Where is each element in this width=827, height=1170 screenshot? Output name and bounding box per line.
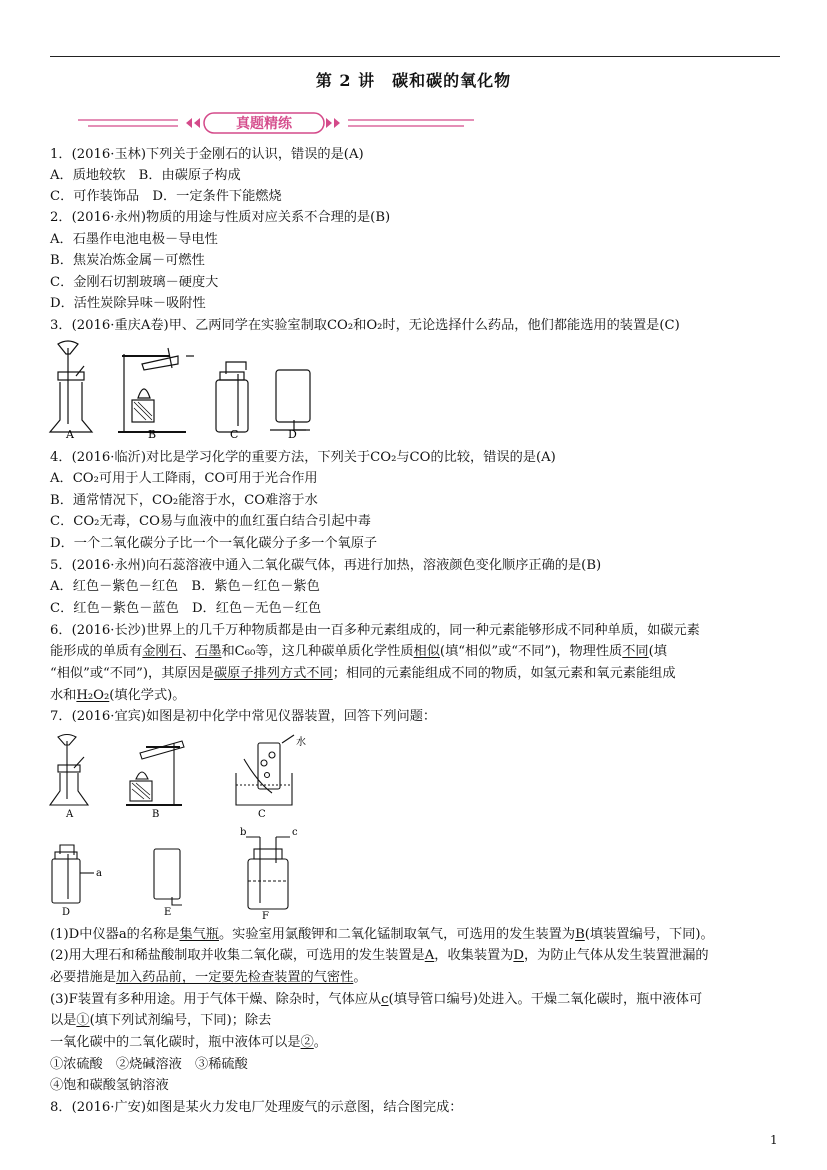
section-banner (78, 112, 474, 134)
q7-answer-absorber: ② (300, 1035, 314, 1050)
q6-answer-1: 金刚石 (142, 644, 182, 659)
q2-option-b: B．焦炭冶炼金属－可燃性 (50, 253, 205, 268)
q6-answer-2: 石墨 (195, 644, 222, 659)
svg-text:c: c (292, 827, 298, 838)
svg-text:C: C (258, 809, 266, 820)
q4-option-d: D．一个二氧化碳分子比一个一氧化碳分子多一个氧原子 (50, 536, 378, 551)
q2-option-c: C．金刚石切割玻璃－硬度大 (50, 275, 219, 290)
q7-answer-generator-co2: A (424, 948, 435, 963)
q6-line-1: 6．(2016·长沙)世界上的几千万种物质都是由一百多种元素组成的，同一种元素能够形成不同种单质，如碳元素 (50, 623, 700, 638)
svg-text:真题精练: 真题精练 (236, 116, 292, 132)
q7-answer-dryer: ① (76, 1013, 90, 1028)
q4-stem: 4．(2016·临沂)对比是学习化学的重要方法，下列关于CO₂与CO的比较，错误的是(A) (50, 450, 556, 465)
q1-stem: 1．(2016·玉林)下列关于金刚石的认识，错误的是(A) (50, 147, 364, 162)
q4-option-c: C．CO₂无毒，CO易与血液中的血红蛋白结合引起中毒 (50, 514, 371, 529)
q1-options-cd: C．可作装饰品 D．一定条件下能燃烧 (50, 189, 282, 204)
header-rule (50, 56, 780, 57)
svg-text:D: D (288, 428, 297, 440)
q1-options-ab: A．质地较软 B．由碳原子构成 (50, 168, 241, 183)
q6-line-4: 水和H₂O₂(填化学式)。 (50, 688, 186, 703)
q6-answer-5: 碳原子排列方式不同 (214, 666, 333, 681)
q2-option-d: D．活性炭除异味－吸附性 (50, 296, 206, 311)
q3-stem: 3．(2016·重庆A卷)甲、乙两同学在实验室制取CO₂和O₂时，无论选择什么药品，他们都能选用的装置是(C) (50, 318, 680, 333)
q7-reagents-1: ①浓硫酸 ②烧碱溶液 ③稀硫酸 (50, 1057, 248, 1072)
q7-part3-cont: 以是①(填下列试剂编号，下同)；除去 (50, 1013, 272, 1028)
q7-answer-collector: D (513, 948, 524, 963)
svg-text:B: B (152, 809, 160, 820)
svg-text:A: A (66, 809, 74, 820)
q7-answer-inlet: c (381, 992, 389, 1007)
q5-options-cd: C．红色－紫色－蓝色 D．红色－无色－红色 (50, 601, 322, 616)
svg-text:C: C (230, 428, 239, 440)
q7-answer-name: 集气瓶 (179, 927, 219, 942)
q6-line-3: “相似”或“不同”)，其原因是碳原子排列方式不同；相同的元素能组成不同的物质，如氢元素和氧元素能组成 (50, 666, 676, 681)
q6-line-2: 能形成的单质有金刚石、石墨和C₆₀等，这几种碳单质化学性质相似(填“相似”或“不同”)，物理性质不同(填 (50, 644, 667, 659)
svg-text:D: D (62, 907, 71, 918)
q6-answer-6: H₂O₂ (76, 688, 110, 703)
q8-stem: 8．(2016·广安)如图是某火力发电厂处理废气的示意图，结合图完成： (50, 1100, 463, 1115)
q7-part3: (3)F装置有多种用途。用于气体干燥、除杂时，气体应从c(填导管口编号)处进入。干燥二氧化碳时，瓶中液体可 (50, 992, 703, 1007)
svg-text:b: b (240, 827, 247, 838)
q2-option-a: A．石墨作电池电极－导电性 (50, 232, 218, 247)
q7-reagents-2: ④饱和碳酸氢钠溶液 (50, 1078, 169, 1093)
q7-part2: (2)用大理石和稀盐酸制取并收集二氧化碳，可选用的发生装置是A，收集装置为D，为防止气体从发生装置泄漏的 (50, 948, 709, 963)
q5-options-ab: A．红色－紫色－红色 B．紫色－红色－紫色 (50, 579, 320, 594)
q7-part2-cont: 必要措施是加入药品前，一定要先检查装置的气密性。 (50, 970, 367, 985)
q3-apparatus-figure (46, 340, 316, 440)
q7-answer-measure: 加入药品前，一定要先检查装置的气密性 (115, 970, 354, 985)
q7-apparatus-figure (46, 733, 306, 919)
q4-option-a: A．CO₂可用于人工降雨，CO可用于光合作用 (50, 471, 318, 486)
q7-part1: (1)D中仪器a的名称是集气瓶。实验室用氯酸钾和二氧化锰制取氧气，可选用的发生装置为B(填装置编号，下同)。 (50, 927, 714, 942)
q6-answer-4: 不同 (622, 644, 649, 659)
page-title: 第 2 讲 碳和碳的氧化物 (315, 71, 512, 90)
svg-text:a: a (96, 868, 102, 879)
q4-option-b: B．通常情况下，CO₂能溶于水，CO难溶于水 (50, 493, 318, 508)
svg-text:水: 水 (296, 737, 306, 748)
q7-answer-generator-o2: B (575, 927, 585, 942)
svg-text:B: B (148, 428, 157, 440)
q7-stem: 7．(2016·宜宾)如图是初中化学中常见仪器装置，回答下列问题： (50, 709, 437, 724)
q6-answer-3: 相似 (413, 644, 440, 659)
q5-stem: 5．(2016·永州)向石蕊溶液中通入二氧化碳气体，再进行加热，溶液颜色变化顺序正确的是(B) (50, 558, 602, 573)
svg-text:A: A (66, 428, 74, 440)
page-number: 1 (770, 1133, 778, 1147)
q7-part3-cont2: 一氧化碳中的二氧化碳时，瓶中液体可以是②。 (50, 1035, 327, 1050)
svg-text:E: E (164, 907, 172, 918)
svg-text:F: F (262, 911, 269, 919)
q2-stem: 2．(2016·永州)物质的用途与性质对应关系不合理的是(B) (50, 210, 391, 225)
